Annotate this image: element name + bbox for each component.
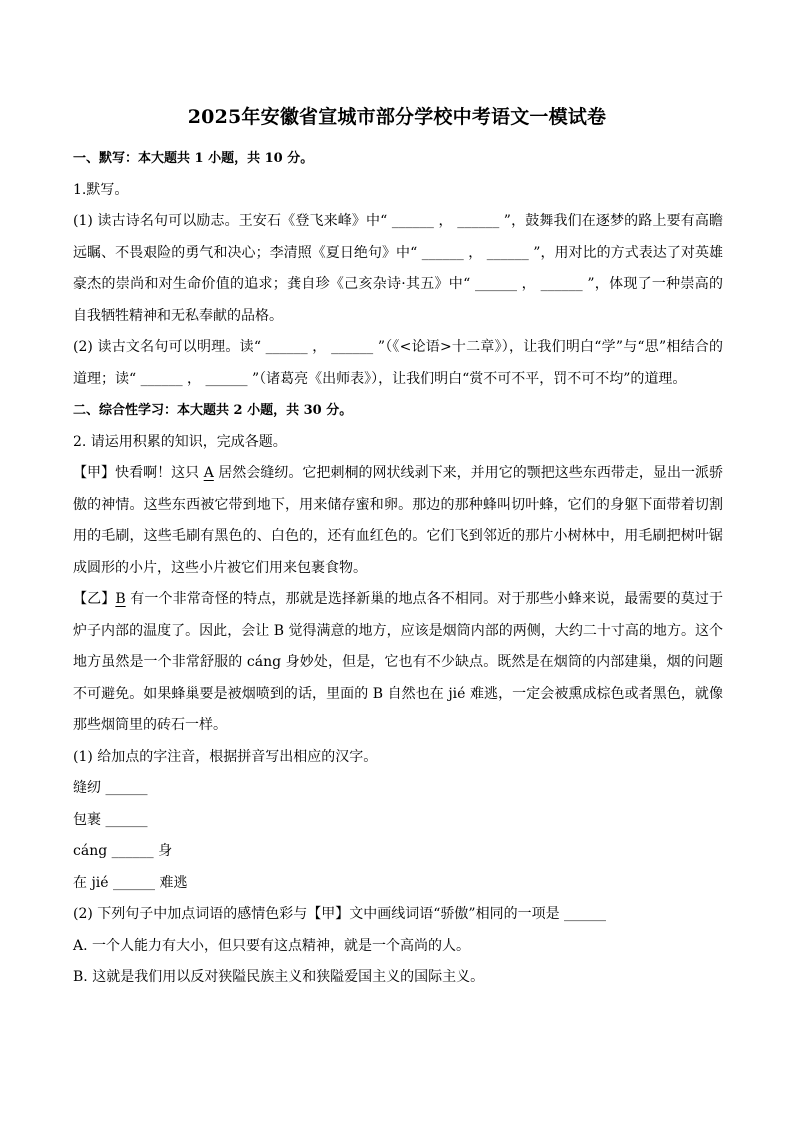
- page-title: 2025年安徽省宣城市部分学校中考语文一模试卷: [187, 106, 607, 128]
- option-b: B. 这就是我们用以反对狭隘民族主义和狭隘爱国主义的国际主义。: [73, 969, 485, 985]
- passage-yi: [73, 584, 723, 742]
- question-1-title: 1.默写。: [73, 181, 129, 198]
- passage-yi-text: 有一个非常奇怪的特点，那就是选择新巢的地点各不相同。对于那些小蜂来说，最需要的莫过于炉子内部的温度了。因此，会让 B 觉得满意的地方，应该是烟筒内部的两侧，大约二十寸高的地方。这个地方虽然是一个非常舒服的 cáng 身妙处，但是，它也有不少缺点。既然是在烟筒的内部建巢，烟的问题不可避免。如果蜂巢要是被烟喷到的话，里面的 B 自然也在 jié 难逃，一定会被熏成棕色或者黑色，就像那些烟筒里的砖石一样。: [73, 591, 724, 733]
- fill-blank-3: cáng ______ 身: [73, 843, 173, 859]
- sub-question-1: (1) 给加点的字注音，根据拼音写出相应的汉字。: [73, 748, 378, 765]
- question-2-title: 2. 请运用积累的知识，完成各题。: [73, 433, 287, 450]
- question-1-part-2: (2) 读古文名句可以明理。读“ ______ ， ______ ”（《<论语>十二章》），让我们明白“学”与“思”相结合的道理；读“ ______ ， ______ ”（诸葛亮《出师表》），让我们明白“赏不可不平，罚不可不均”的道理。: [73, 339, 723, 387]
- passage-yi-underlined-letter: B: [115, 591, 126, 607]
- section-one-heading: 一、默写：本大题共 1 小题，共 10 分。: [73, 151, 314, 166]
- fill-blank-2: 包裹 ______: [73, 811, 148, 828]
- passage-jia: [73, 458, 723, 584]
- section-two-heading: 二、综合性学习：本大题共 2 小题，共 30 分。: [73, 403, 353, 418]
- passage-jia-text: 居然会缝纫。它把刺桐的网状线剥下来，并用它的颚把这些东西带走，显出一派骄傲的神情。这些东西被它带到地下，用来储存蜜和卵。那边的那种蜂叫切叶蜂，它们的身躯下面带着切割用的毛刷，这些毛刷有黑色的、白色的，还有血红色的。它们飞到邻近的那片小树林中，用毛刷把树叶锯成圆形的小片，这些小片被它们用来包裹食物。: [73, 465, 724, 576]
- fill-blank-4: 在 jié ______ 难逃: [73, 874, 188, 891]
- sub-question-2: (2) 下列句子中加点词语的感情色彩与【甲】文中画线词语“骄傲”相同的一项是 ______: [73, 906, 607, 922]
- passage-jia-underlined-letter: A: [203, 465, 214, 481]
- fill-blank-1: 缝纫 ______: [73, 780, 148, 796]
- passage-jia-text-start: 快看啊！这只: [115, 465, 204, 481]
- question-1-part-1: (1) 读古诗名句可以励志。王安石《登飞来峰》中“ ______ ， ______ ”，鼓舞我们在逐梦的路上要有高瞻远瞩、不畏艰险的勇气和决心；李清照《夏日绝句》中“ ______ ， ______ ”，用对比的方式表达了对英雄豪杰的崇尚和对生命价值的追求；龚自珍《己亥杂诗·其五》中“ ______ ， ______ ”，体现了一种崇高的自我牺牲精神和无私奉献的品格。: [73, 213, 723, 324]
- passage-yi-tag: 【乙】: [73, 591, 116, 607]
- option-a: A. 一个人能力有大小，但只要有这点精神，就是一个高尚的人。: [73, 937, 471, 954]
- exam-content: [73, 143, 723, 994]
- passage-jia-tag: 【甲】: [73, 465, 116, 481]
